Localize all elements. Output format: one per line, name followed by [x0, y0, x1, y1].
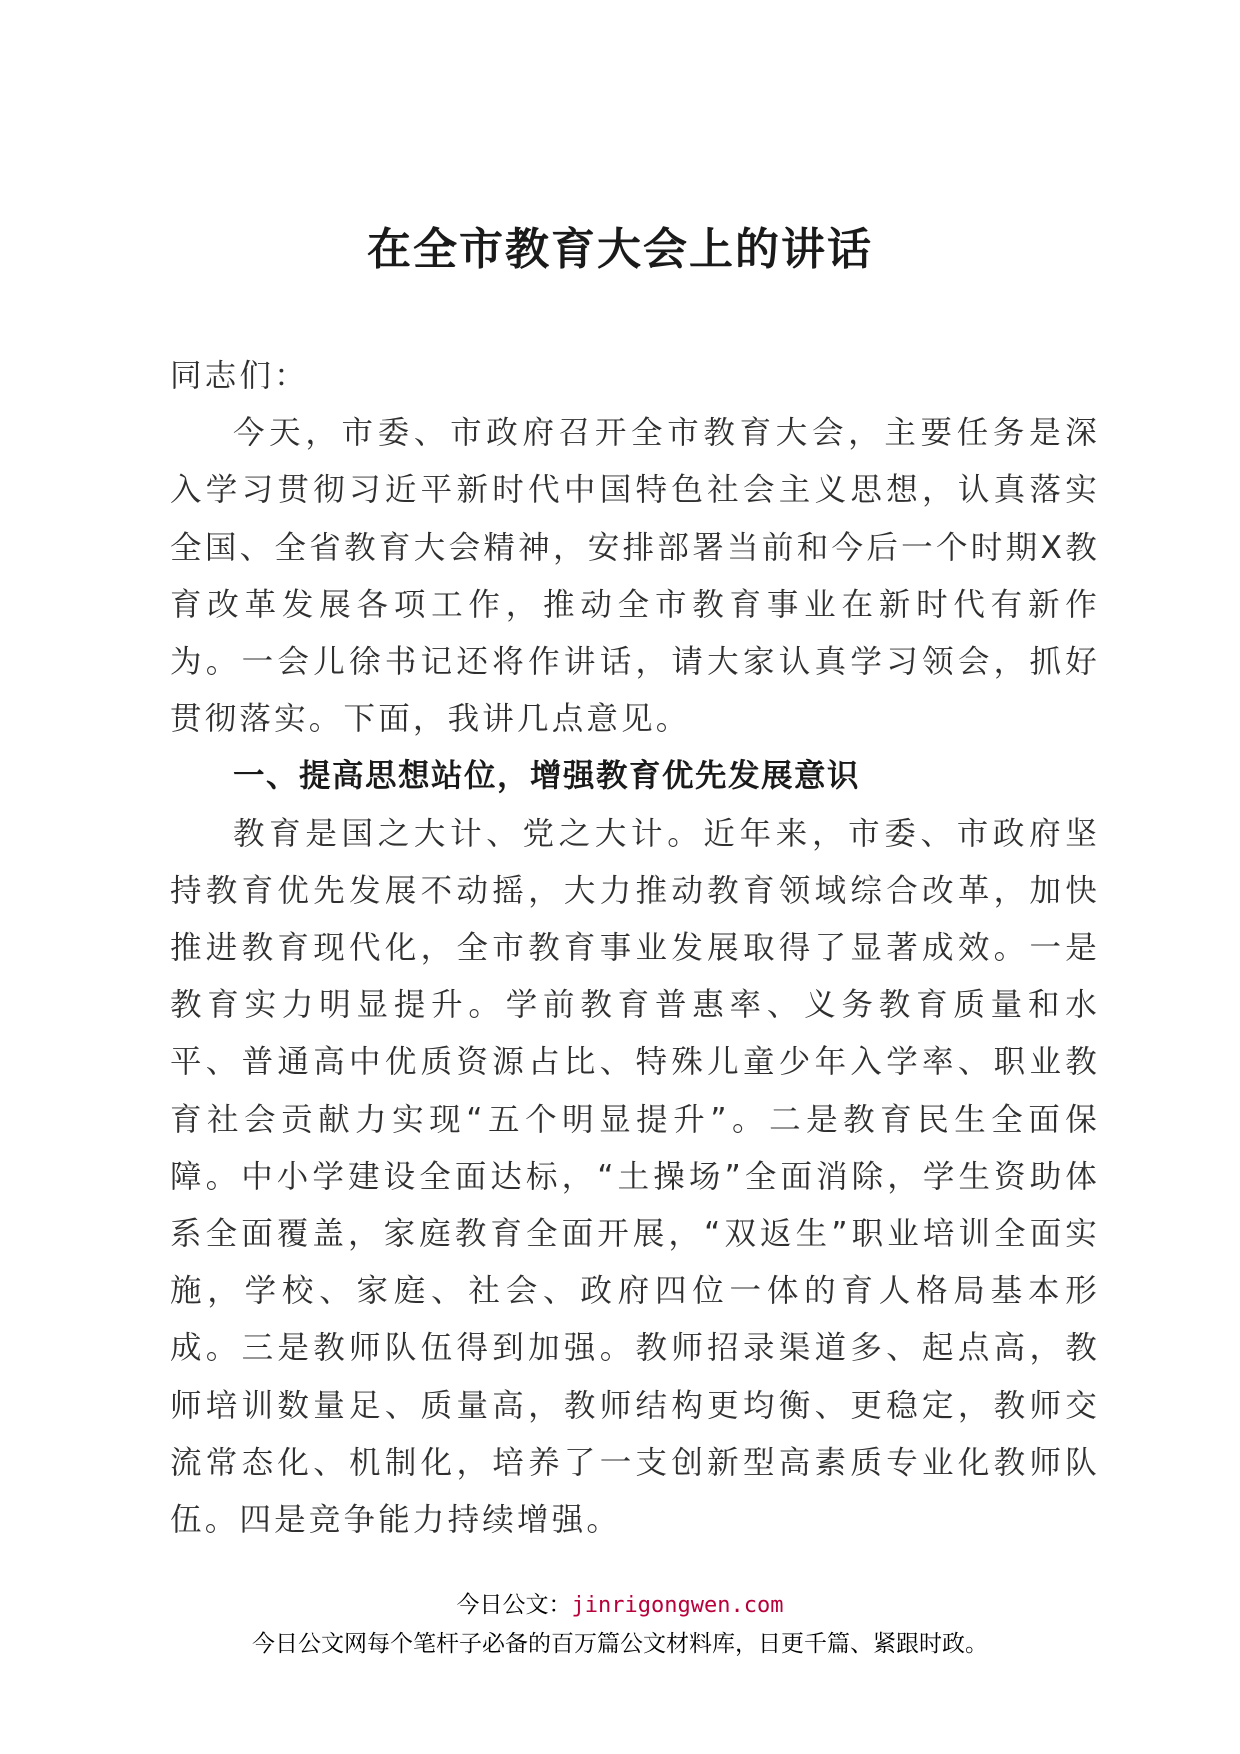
- opening-paragraph: 今天，市委、市政府召开全市教育大会，主要任务是深入学习贯彻习近平新时代中国特色社会主义思想，认真落实全国、全省教育大会精神，安排部署当前和今后一个时期X教育改革发展各项工作，推动全市教育事业在新时代有新作为。一会儿徐书记还将作讲话，请大家认真学习领会，抓好贯彻落实。下面，我讲几点意见。: [170, 415, 1100, 738]
- footer-site-line: [0, 1588, 1240, 1623]
- section-paragraph: 教育是国之大计、党之大计。近年来，市委、市政府坚持教育优先发展不动摇，大力推动教育领域综合改革，加快推进教育现代化，全市教育事业发展取得了显著成效。一是教育实力明显提升。学前教育普惠率、义务教育质量和水平、普通高中优质资源占比、特殊儿童少年入学率、职业教育社会贡献力实现“五个明显提升”。二是教育民生全面保障。中小学建设全面达标，“土操场”全面消除，学生资助体系全面覆盖，家庭教育全面开展，“双返生”职业培训全面实施，学校、家庭、社会、政府四位一体的育人格局基本形成。三是教师队伍得到加强。教师招录渠道多、起点高，教师培训数量足、质量高，教师结构更均衡、更稳定，教师交流常态化、机制化，培养了一支创新型高素质专业化教师队伍。四是竞争能力持续增强。: [170, 815, 1100, 1539]
- footer-site-link[interactable]: jinrigongwen.com: [571, 1593, 784, 1618]
- section-heading: 一、提高思想站位，增强教育优先发展意识: [233, 758, 861, 795]
- document-title: 在全市教育大会上的讲话: [367, 224, 873, 275]
- footer-tagline: 今日公文网每个笔杆子必备的百万篇公文材料库，日更千篇、紧跟时政。: [252, 1631, 988, 1657]
- footer-site-label: 今日公文：: [456, 1592, 572, 1618]
- salutation: 同志们：: [170, 358, 309, 394]
- document-body: [170, 348, 1100, 1549]
- footer: [0, 1588, 1240, 1661]
